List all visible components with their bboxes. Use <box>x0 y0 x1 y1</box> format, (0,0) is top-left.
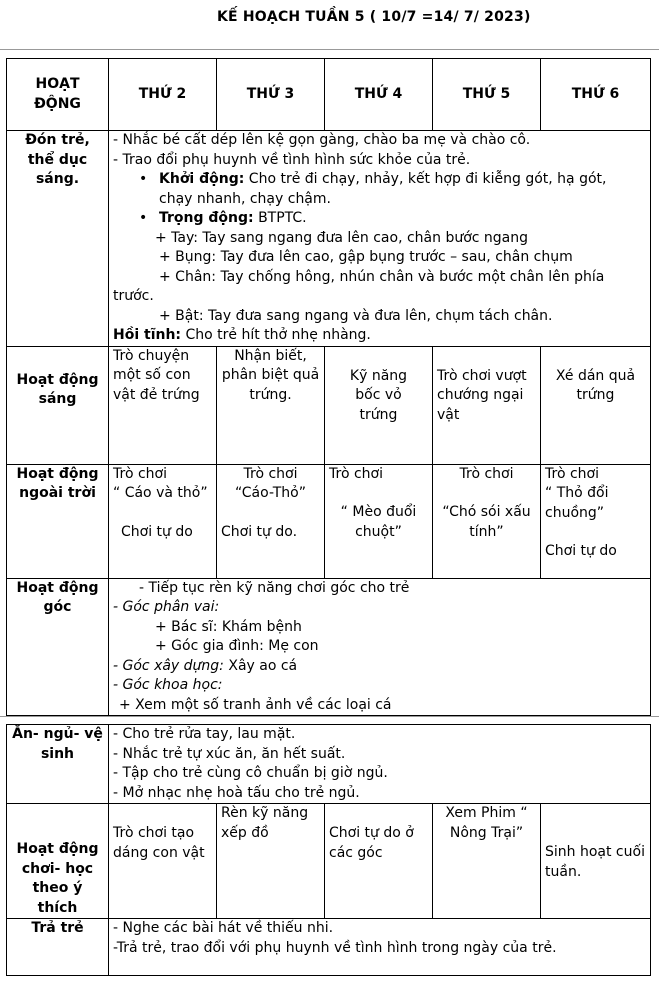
header-day-2: THỨ 2 <box>109 59 217 131</box>
outdoor-day-2 <box>109 464 217 578</box>
morning-day-5: Trò chơi vượt chướng ngại vật <box>433 346 541 464</box>
corner-label: Hoạt động góc <box>7 578 109 716</box>
build-corner <box>113 657 646 677</box>
corner-content <box>109 578 651 716</box>
corner-line: - Tiếp tục rèn kỹ năng chơi góc cho trẻ <box>139 579 410 596</box>
exercise-legs-2: trước. <box>113 288 154 304</box>
outdoor-day-3-game: Trò chơi <box>243 465 298 482</box>
outdoor-day-2-title: “ Cáo và thỏ” <box>113 485 208 501</box>
pickup-label: Trả trẻ <box>7 919 109 976</box>
header-row <box>7 59 651 131</box>
meal-label: Ăn- ngủ- vệ sinh <box>7 725 109 804</box>
meal-line: - Cho trẻ rửa tay, lau mặt. <box>113 726 296 742</box>
morning-day-6: Xé dán quả trứng <box>541 346 651 464</box>
weekly-plan-table <box>6 58 651 716</box>
warmup-text-2: chạy nhanh, chạy chậm. <box>159 190 331 207</box>
science-corner: - Góc khoa học: <box>113 677 223 693</box>
pickup-line: - Nghe các bài hát về thiếu nhi. <box>113 920 334 936</box>
meal-line: - Mở nhạc nhẹ hoà tấu cho trẻ ngủ. <box>113 784 360 801</box>
weekly-plan-table-continued <box>6 724 651 976</box>
play-day-6: Sinh hoạt cuối tuần. <box>541 804 651 919</box>
morning-day-4: Kỹ năng bốc vỏ trứng <box>325 346 433 464</box>
play-day-4: Chơi tự do ở các góc <box>325 804 433 919</box>
exercise-legs: + Chân: Tay chống hông, nhún chân và bước một chân lên phía <box>159 268 605 285</box>
science-text: + Xem một số tranh ảnh về các loại cá <box>119 696 392 713</box>
role-corner: - Góc phân vai: <box>113 599 220 615</box>
page-title: KẾ HOẠCH TUẦN 5 ( 10/7 =14/ 7/ 2023) <box>217 9 531 25</box>
meal-line: - Nhắc trẻ tự xúc ăn, ăn hết suất. <box>113 745 346 762</box>
warmup-text: Cho trẻ đi chạy, nhảy, kết hợp đi kiễng gót, hạ gót, <box>244 171 607 187</box>
meal-content <box>109 725 651 804</box>
exercise-belly: + Bụng: Tay đưa lên cao, gập bụng trước – sau, chân chụm <box>159 249 573 265</box>
main-exercise-line: • Trọng động: BTPTC. <box>139 210 307 226</box>
outdoor-day-4 <box>325 464 433 578</box>
outdoor-day-5 <box>433 464 541 578</box>
calm-label: Hồi tĩnh: <box>113 327 182 343</box>
meal-line: - Tập cho trẻ cùng cô chuẩn bị giờ ngủ. <box>113 765 388 781</box>
outdoor-day-5-game: Trò chơi <box>459 465 514 482</box>
header-day-6: THỨ 6 <box>541 59 651 131</box>
play-day-5: Xem Phim “ Nông Trại” <box>433 804 541 919</box>
outdoor-day-4-game: Trò chơi <box>329 465 383 482</box>
outdoor-day-3-title: “Cáo-Thỏ” <box>235 485 306 501</box>
outdoor-day-6-title: “ Thỏ đổi chuồng” <box>545 485 609 521</box>
warmup-line: • Khởi động: Cho trẻ đi chạy, nhảy, kết hợp đi kiễng gót, hạ gót, <box>139 171 607 187</box>
outdoor-label: Hoạt động ngoài trời <box>7 464 109 578</box>
corner-row <box>7 578 651 716</box>
exercise-jump: + Bật: Tay đưa sang ngang và đưa lên, chụm tách chân. <box>159 307 553 324</box>
morning-day-2: Trò chuyện một số con vật đẻ trứng <box>109 346 217 464</box>
build-text: Xây ao cá <box>223 657 298 674</box>
welcome-content <box>109 131 651 347</box>
welcome-row <box>7 131 651 347</box>
outdoor-day-5-title: “Chó sói xấu tính” <box>442 504 531 540</box>
pickup-line: -Trả trẻ, trao đổi với phụ huynh về tình hình trong ngày của trẻ. <box>113 939 557 956</box>
calm-line <box>113 326 646 346</box>
section-divider <box>0 716 659 717</box>
welcome-label: Đón trẻ, thể dục sáng. <box>7 131 109 347</box>
calm-text: Cho trẻ hít thở nhẹ nhàng. <box>181 327 371 343</box>
outdoor-row <box>7 464 651 578</box>
outdoor-day-2-game: Trò chơi <box>113 465 167 482</box>
morning-day-3: Nhận biết, phân biệt quả trứng. <box>217 346 325 464</box>
play-label: Hoạt động chơi- học theo ý thích <box>7 804 109 919</box>
role-doctor: + Bác sĩ: Khám bệnh <box>155 618 302 635</box>
role-family: + Góc gia đình: Mẹ con <box>155 638 319 654</box>
build-label: - Góc xây dựng: <box>113 657 224 674</box>
pickup-row <box>7 919 651 976</box>
play-row <box>7 804 651 919</box>
header-activity: HOẠT ĐỘNG <box>7 59 109 131</box>
outdoor-day-3 <box>217 464 325 578</box>
outdoor-day-6 <box>541 464 651 578</box>
morning-label: Hoạt động sáng <box>7 346 109 464</box>
header-day-3: THỨ 3 <box>217 59 325 131</box>
page-divider <box>0 49 659 50</box>
pickup-content <box>109 919 651 976</box>
main-exercise-label: Trọng động: <box>159 210 254 226</box>
welcome-line: - Nhắc bé cất dép lên kệ gọn gàng, chào ba mẹ và chào cô. <box>113 132 531 148</box>
header-day-5: THỨ 5 <box>433 59 541 131</box>
outdoor-day-3-free: Chơi tự do. <box>221 523 298 540</box>
outdoor-day-4-title: “ Mèo đuổi chuột” <box>340 504 417 540</box>
play-day-2: Trò chơi tạo dáng con vật <box>109 804 217 919</box>
main-exercise-text: BTPTC. <box>253 210 307 226</box>
exercise-arms: + Tay: Tay sang ngang đưa lên cao, chân bước ngang <box>155 229 529 246</box>
welcome-line: - Trao đổi phụ huynh về tình hình sức khỏe của trẻ. <box>113 151 471 168</box>
meal-row <box>7 725 651 804</box>
outdoor-day-6-game: Trò chơi <box>545 465 599 482</box>
outdoor-day-2-free: Chơi tự do <box>121 523 193 540</box>
morning-row <box>7 346 651 464</box>
play-day-3: Rèn kỹ năng xếp đồ <box>217 804 325 919</box>
header-day-4: THỨ 4 <box>325 59 433 131</box>
warmup-label: Khởi động: <box>159 171 245 187</box>
outdoor-day-6-free: Chơi tự do <box>545 543 617 559</box>
